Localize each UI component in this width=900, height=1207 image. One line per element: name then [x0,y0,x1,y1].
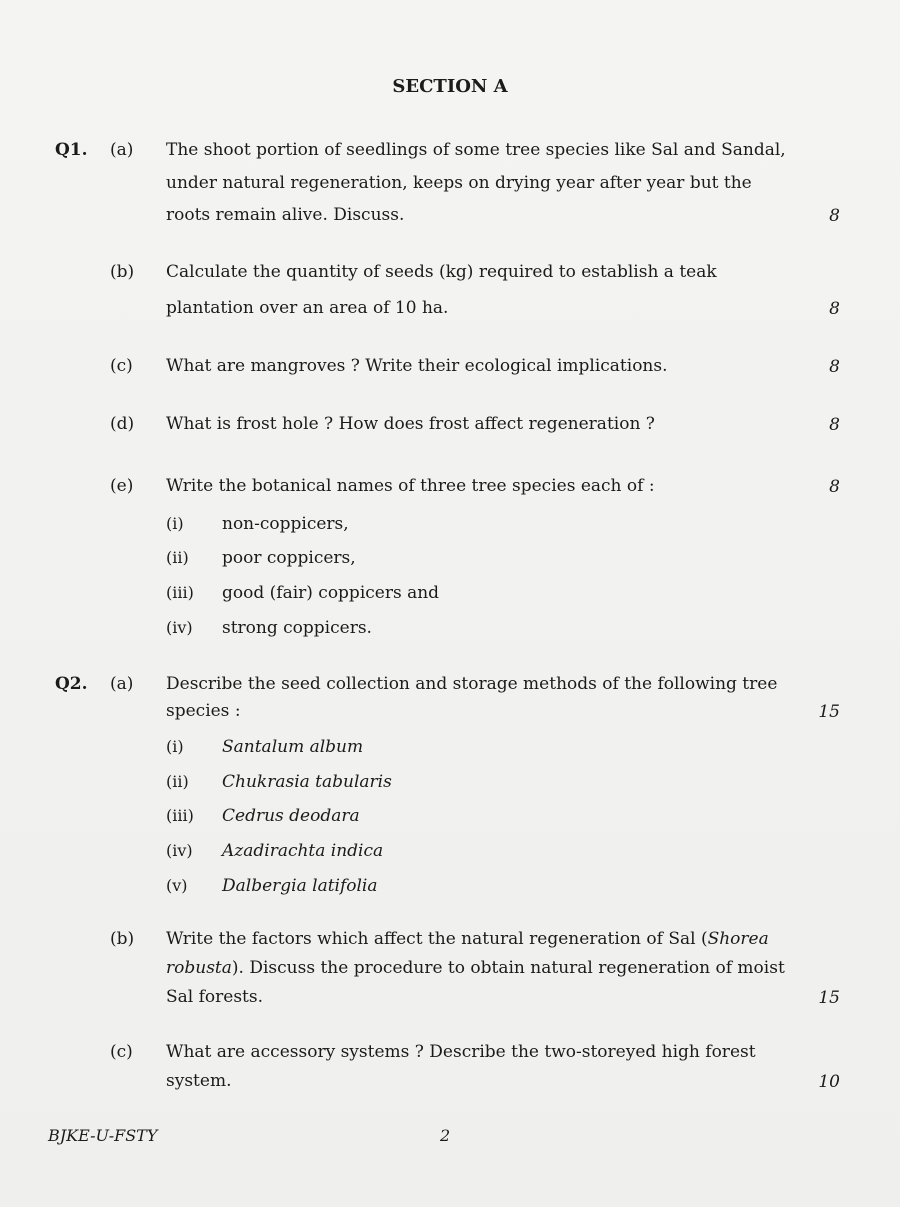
q2-a-item-2-num: (ii) [166,772,189,791]
q1-part-c-text: What are mangroves ? Write their ecological implications. [166,356,668,376]
footer-page-number: 2 [440,1126,451,1145]
q2-part-c-label: (c) [110,1042,133,1062]
q1-part-d-text: What is frost hole ? How does frost affect regeneration ? [166,414,655,434]
q2-part-a-line-2: species : [166,701,241,721]
q2-a-item-3-num: (iii) [166,806,194,825]
q1-part-a-label: (a) [110,140,134,160]
q2-part-a-marks: 15 [818,702,840,722]
q2-a-item-1-num: (i) [166,737,184,756]
q2-part-b-line-1 [166,923,804,955]
q1-part-d-marks: 8 [829,415,840,435]
q2-part-c-line-1: What are accessory systems ? Describe the two-storeyed high forest [166,1042,756,1062]
q1-e-item-2-num: (ii) [166,548,189,567]
q2-part-a-label: (a) [110,674,134,694]
q2-a-item-4-num: (iv) [166,841,193,860]
q2-part-b-marks: 15 [818,988,840,1008]
q2-a-item-3-text: Cedrus deodara [222,806,360,826]
q2-a-item-4-text: Azadirachta indica [222,841,384,861]
q2-a-item-1-text: Santalum album [222,737,364,757]
q2-part-c-marks: 10 [818,1072,840,1092]
q2-a-item-2-text: Chukrasia tabularis [222,772,392,792]
q1-part-a-marks: 8 [829,206,840,226]
q2-a-item-5-num: (v) [166,876,188,895]
q1-part-d-label: (d) [110,414,135,434]
q2-part-a-line-1: Describe the seed collection and storage methods of the following tree [166,674,778,694]
q2-part-b-line-3: Sal forests. [166,987,264,1007]
q2-part-b-genus: Shorea [707,929,769,949]
q2-part-b-line-1-text: Write the factors which affect the natural regeneration of Sal ( [166,929,708,949]
q1-part-b-marks: 8 [829,299,840,319]
q1-part-b-line-1: Calculate the quantity of seeds (kg) required to establish a teak [166,262,717,282]
q1-part-e-marks: 8 [829,477,840,497]
q1-e-item-4-num: (iv) [166,618,193,637]
q1-part-b-line-2: plantation over an area of 10 ha. [166,298,449,318]
q2-part-b-species: robusta [166,958,232,978]
q1-part-b-label: (b) [110,262,135,282]
q2-part-b-line-2-text: ). Discuss the procedure to obtain natural regeneration of moist [231,958,785,978]
q1-e-item-3-num: (iii) [166,583,194,602]
q1-part-a-line-1: The shoot portion of seedlings of some tree species like Sal and Sandal, [166,140,786,160]
q2-part-b-line-2 [166,952,804,984]
q2-a-item-5-text: Dalbergia latifolia [222,876,378,896]
q1-part-e-text: Write the botanical names of three tree species each of : [166,476,655,496]
q1-e-item-1-text: non-coppicers, [222,514,349,534]
q1-part-c-marks: 8 [829,357,840,377]
footer-paper-code: BJKE-U-FSTY [48,1126,158,1145]
q2-part-c-line-2: system. [166,1071,232,1091]
q1-part-c-label: (c) [110,356,133,376]
q1-e-item-1-num: (i) [166,514,184,533]
q1-e-item-3-text: good (fair) coppicers and [222,583,440,603]
section-title: SECTION A [392,76,508,97]
q1-part-e-label: (e) [110,476,134,496]
q2-part-b-label: (b) [110,929,135,949]
q1-part-a-line-3: roots remain alive. Discuss. [166,205,405,225]
q1-e-item-4-text: strong coppicers. [222,618,372,638]
question-number-q2: Q2. [55,674,88,694]
q1-part-a-line-2: under natural regeneration, keeps on drying year after year but the [166,173,752,193]
question-number-q1: Q1. [55,140,88,160]
q1-e-item-2-text: poor coppicers, [222,548,356,568]
